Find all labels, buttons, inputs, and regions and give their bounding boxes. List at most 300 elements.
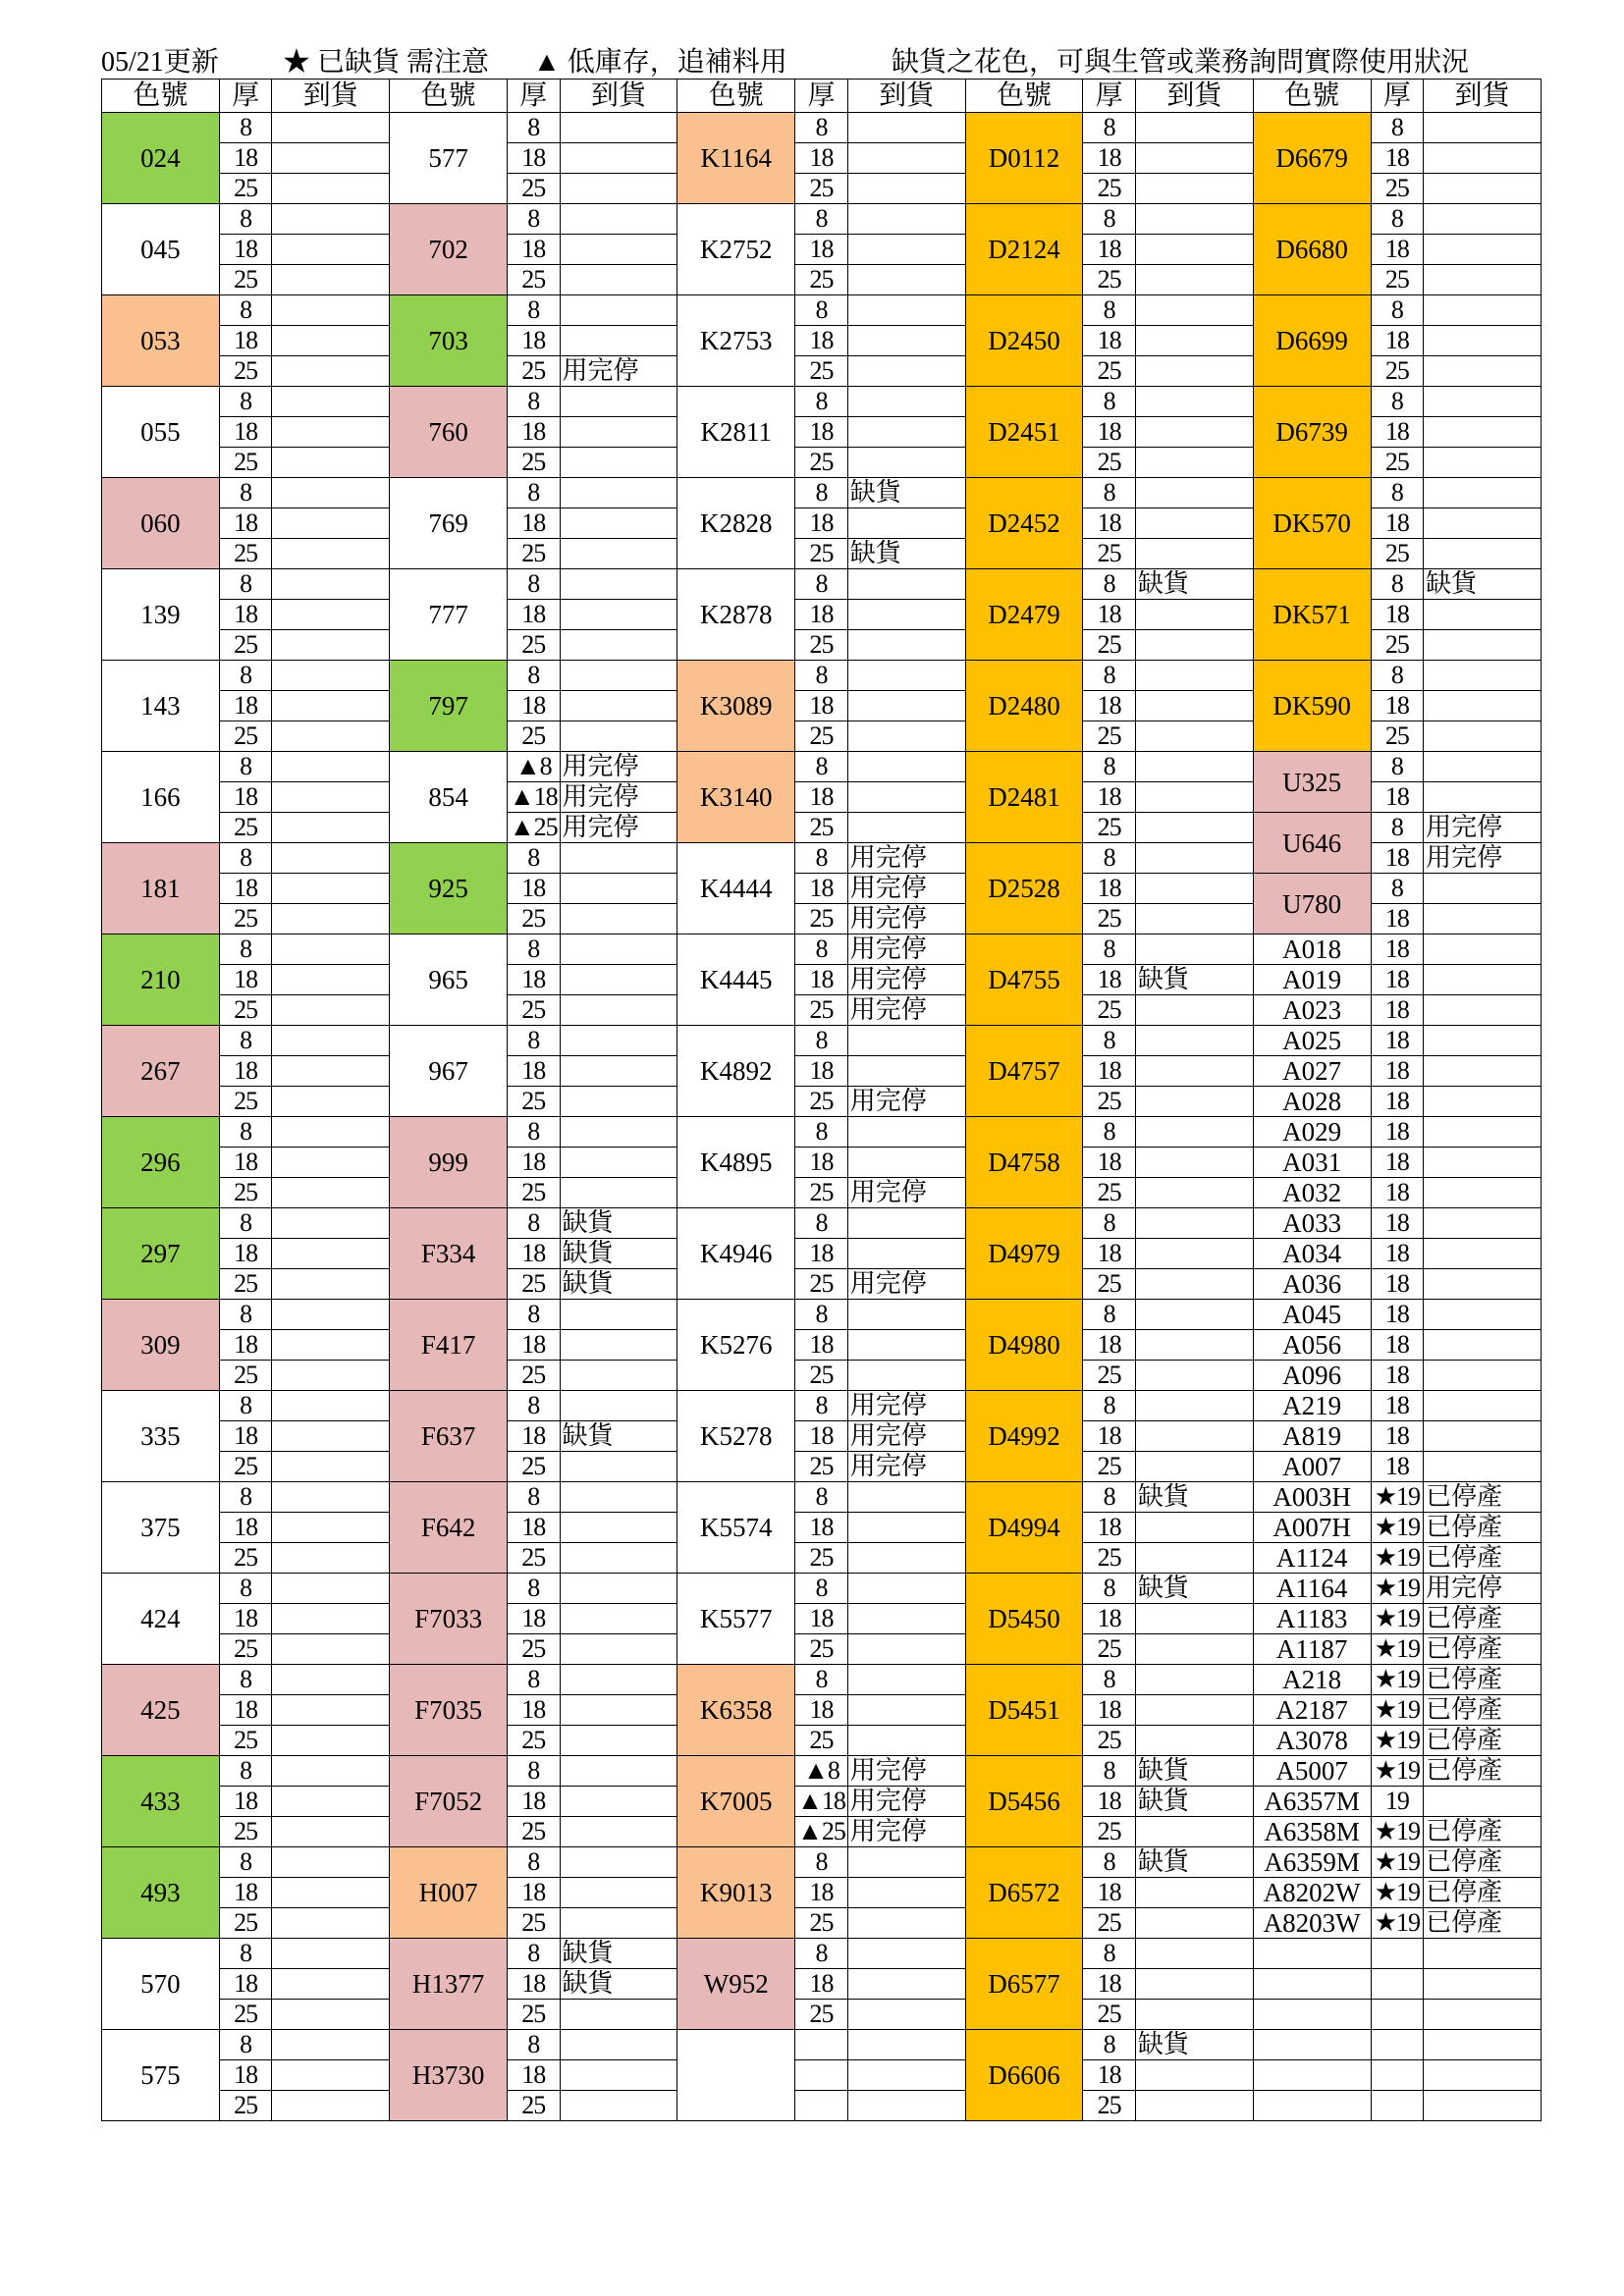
thickness-cell: 25 xyxy=(795,904,848,934)
table-row xyxy=(102,1787,1542,1817)
arrival-status-cell: 缺貨 xyxy=(560,1239,677,1269)
thickness-cell: 25 xyxy=(508,1269,561,1300)
color-code-cell: F7033 xyxy=(390,1574,508,1665)
thickness-cell: 18 xyxy=(1371,965,1424,995)
arrival-status-cell: 已停產 xyxy=(1424,1665,1542,1695)
color-code-cell: 967 xyxy=(390,1026,508,1117)
arrival-status-cell xyxy=(1424,539,1542,569)
arrival-status-cell: 用完停 xyxy=(847,874,965,904)
color-code-cell: K5574 xyxy=(677,1482,795,1574)
thickness-cell: 18 xyxy=(795,1969,848,2000)
arrival-status-cell xyxy=(1135,1665,1253,1695)
thickness-cell: 18 xyxy=(1083,1056,1136,1087)
thickness-cell: 18 xyxy=(1371,1056,1424,1087)
thickness-cell: 18 xyxy=(1371,1208,1424,1239)
thickness-cell: 18 xyxy=(508,143,561,174)
color-code-cell: D6739 xyxy=(1253,387,1371,478)
arrival-status-cell xyxy=(1424,752,1542,782)
arrival-status-cell xyxy=(1135,934,1253,965)
thickness-cell: 18 xyxy=(1371,1452,1424,1482)
arrival-status-cell: 已停產 xyxy=(1424,1482,1542,1513)
thickness-cell: 8 xyxy=(795,1939,848,1969)
arrival-status-cell: 用完停 xyxy=(847,1269,965,1300)
thickness-cell xyxy=(795,2060,848,2091)
color-code-cell: F7052 xyxy=(390,1756,508,1847)
thickness-cell: 8 xyxy=(508,1026,561,1056)
arrival-status-cell xyxy=(1135,1269,1253,1300)
arrival-status-cell xyxy=(1424,965,1542,995)
thickness-cell: 8 xyxy=(1083,204,1136,235)
thickness-cell: 18 xyxy=(1083,1695,1136,1726)
color-code-cell: K7005 xyxy=(677,1756,795,1847)
arrival-status-cell xyxy=(1135,995,1253,1026)
table-row xyxy=(102,1574,1542,1604)
arrival-status-cell xyxy=(1424,1239,1542,1269)
arrival-status-cell xyxy=(560,235,677,265)
thickness-cell: 18 xyxy=(795,1695,848,1726)
arrival-status-cell xyxy=(847,1908,965,1939)
color-code-cell: A028 xyxy=(1253,1087,1371,1117)
arrival-status-cell xyxy=(1135,539,1253,569)
thickness-cell: 18 xyxy=(795,1148,848,1178)
table-row xyxy=(102,1330,1542,1361)
arrival-status-cell xyxy=(272,1847,390,1878)
thickness-cell: 18 xyxy=(1371,1148,1424,1178)
thickness-cell: 25 xyxy=(219,1361,272,1391)
color-code-cell: D4979 xyxy=(965,1208,1083,1300)
arrival-status-cell xyxy=(560,1756,677,1787)
arrival-status-cell xyxy=(1135,204,1253,235)
thickness-cell: 18 xyxy=(1083,1330,1136,1361)
arrival-status-cell xyxy=(847,1939,965,1969)
thickness-cell: 8 xyxy=(1083,1300,1136,1330)
arrival-status-cell xyxy=(1424,1421,1542,1452)
thickness-cell: ★19 xyxy=(1371,1543,1424,1574)
thickness-cell xyxy=(1371,2060,1424,2091)
color-code-cell: 309 xyxy=(102,1300,220,1391)
thickness-cell: 25 xyxy=(795,1087,848,1117)
arrival-status-cell: 用完停 xyxy=(847,1421,965,1452)
thickness-cell: 18 xyxy=(508,1330,561,1361)
arrival-status-cell xyxy=(1135,904,1253,934)
inventory-table xyxy=(101,79,1542,2121)
arrival-status-cell xyxy=(272,691,390,721)
color-code-cell: 210 xyxy=(102,934,220,1026)
arrival-status-cell xyxy=(560,478,677,508)
thickness-cell: 8 xyxy=(1371,874,1424,904)
thickness-cell: 8 xyxy=(1371,661,1424,691)
arrival-status-cell xyxy=(560,1391,677,1421)
arrival-status-cell xyxy=(272,1391,390,1421)
color-code-cell xyxy=(1253,2030,1371,2060)
column-header-color-code: 色號 xyxy=(1253,80,1371,113)
thickness-cell: 25 xyxy=(219,721,272,752)
color-code-cell: D4757 xyxy=(965,1026,1083,1117)
arrival-status-cell xyxy=(272,1726,390,1756)
arrival-status-cell xyxy=(272,569,390,600)
arrival-status-cell xyxy=(272,1969,390,2000)
table-row xyxy=(102,1969,1542,2000)
color-code-cell: A8202W xyxy=(1253,1878,1371,1908)
color-code-cell: 335 xyxy=(102,1391,220,1482)
thickness-cell: 25 xyxy=(219,2000,272,2030)
thickness-cell: 8 xyxy=(795,387,848,417)
table-row xyxy=(102,1026,1542,1056)
color-code-cell: D4758 xyxy=(965,1117,1083,1208)
thickness-cell: 18 xyxy=(508,691,561,721)
arrival-status-cell xyxy=(1135,874,1253,904)
color-code-cell: D5451 xyxy=(965,1665,1083,1756)
arrival-status-cell: 用完停 xyxy=(847,934,965,965)
thickness-cell: 8 xyxy=(795,113,848,143)
arrival-status-cell xyxy=(272,630,390,661)
arrival-status-cell xyxy=(847,1604,965,1634)
color-code-cell: D6606 xyxy=(965,2030,1083,2121)
arrival-status-cell xyxy=(1135,356,1253,387)
thickness-cell: 25 xyxy=(508,356,561,387)
table-row xyxy=(102,1269,1542,1300)
arrival-status-cell xyxy=(1135,1178,1253,1208)
arrival-status-cell xyxy=(847,1117,965,1148)
table-row xyxy=(102,113,1542,143)
arrival-status-cell xyxy=(1424,417,1542,448)
arrival-status-cell xyxy=(560,1330,677,1361)
arrival-status-cell xyxy=(272,356,390,387)
thickness-cell: 25 xyxy=(508,265,561,295)
arrival-status-cell xyxy=(1424,1939,1542,1969)
arrival-status-cell xyxy=(272,1482,390,1513)
arrival-status-cell xyxy=(272,539,390,569)
thickness-cell: 18 xyxy=(795,965,848,995)
arrival-status-cell xyxy=(272,508,390,539)
arrival-status-cell xyxy=(272,417,390,448)
arrival-status-cell: 已停產 xyxy=(1424,1604,1542,1634)
color-code-cell: F334 xyxy=(390,1208,508,1300)
color-code-cell: H007 xyxy=(390,1847,508,1939)
thickness-cell: 8 xyxy=(1083,2030,1136,2060)
arrival-status-cell xyxy=(1135,265,1253,295)
table-row xyxy=(102,813,1542,843)
thickness-cell: 18 xyxy=(1083,1513,1136,1543)
thickness-cell: ▲18 xyxy=(795,1787,848,1817)
arrival-status-cell xyxy=(560,1574,677,1604)
thickness-cell: 25 xyxy=(1083,356,1136,387)
thickness-cell: 18 xyxy=(508,508,561,539)
thickness-cell: 18 xyxy=(219,326,272,356)
arrival-status-cell xyxy=(272,204,390,235)
arrival-status-cell: 用完停 xyxy=(847,965,965,995)
color-code-cell: D4755 xyxy=(965,934,1083,1026)
thickness-cell: 8 xyxy=(1371,204,1424,235)
arrival-status-cell xyxy=(272,1330,390,1361)
thickness-cell: 25 xyxy=(219,1817,272,1847)
thickness-cell: 18 xyxy=(219,1604,272,1634)
arrival-status-cell xyxy=(272,1361,390,1391)
arrival-status-cell xyxy=(1135,174,1253,204)
thickness-cell: 8 xyxy=(795,1391,848,1421)
thickness-cell: 18 xyxy=(1371,508,1424,539)
arrival-status-cell xyxy=(1135,1421,1253,1452)
thickness-cell: 25 xyxy=(508,904,561,934)
thickness-cell: 25 xyxy=(1083,1452,1136,1482)
arrival-status-cell: 用完停 xyxy=(560,813,677,843)
table-row xyxy=(102,1665,1542,1695)
thickness-cell: 18 xyxy=(1083,1148,1136,1178)
thickness-cell: ▲18 xyxy=(508,782,561,813)
color-code-cell: K3089 xyxy=(677,661,795,752)
color-code-cell: K2878 xyxy=(677,569,795,661)
arrival-status-cell xyxy=(1135,1056,1253,1087)
arrival-status-cell: 已停產 xyxy=(1424,1878,1542,1908)
arrival-status-cell xyxy=(1424,1117,1542,1148)
color-code-cell: A6359M xyxy=(1253,1847,1371,1878)
thickness-cell: 8 xyxy=(508,2030,561,2060)
arrival-status-cell xyxy=(1424,1787,1542,1817)
arrival-status-cell xyxy=(272,782,390,813)
thickness-cell: 8 xyxy=(1083,569,1136,600)
table-row xyxy=(102,1239,1542,1269)
thickness-cell: 8 xyxy=(508,1482,561,1513)
color-code-cell: A036 xyxy=(1253,1269,1371,1300)
thickness-cell: 8 xyxy=(508,1117,561,1148)
arrival-status-cell xyxy=(847,752,965,782)
thickness-cell xyxy=(1371,2000,1424,2030)
arrival-status-cell xyxy=(560,1817,677,1847)
arrival-status-cell xyxy=(560,387,677,417)
thickness-cell: 25 xyxy=(1371,539,1424,569)
arrival-status-cell xyxy=(560,721,677,752)
thickness-cell: 18 xyxy=(508,965,561,995)
table-row xyxy=(102,295,1542,326)
thickness-cell: 8 xyxy=(1371,478,1424,508)
color-code-cell: A1183 xyxy=(1253,1604,1371,1634)
thickness-cell: 8 xyxy=(1083,1665,1136,1695)
arrival-status-cell xyxy=(560,1695,677,1726)
arrival-status-cell: 已停產 xyxy=(1424,1817,1542,1847)
arrival-status-cell xyxy=(560,1634,677,1665)
arrival-status-cell xyxy=(1424,661,1542,691)
arrival-status-cell xyxy=(560,113,677,143)
thickness-cell: 18 xyxy=(795,1878,848,1908)
arrival-status-cell xyxy=(560,2091,677,2121)
color-code-cell: F637 xyxy=(390,1391,508,1482)
thickness-cell: 18 xyxy=(1083,508,1136,539)
thickness-cell: 8 xyxy=(1371,569,1424,600)
thickness-cell: 18 xyxy=(1083,2060,1136,2091)
thickness-cell: 18 xyxy=(795,143,848,174)
thickness-cell: 8 xyxy=(508,934,561,965)
arrival-status-cell: 用完停 xyxy=(847,1817,965,1847)
arrival-status-cell xyxy=(847,1056,965,1087)
thickness-cell: 18 xyxy=(1371,1300,1424,1330)
arrival-status-cell xyxy=(1135,1361,1253,1391)
color-code-cell: K5276 xyxy=(677,1300,795,1391)
arrival-status-cell xyxy=(272,1269,390,1300)
arrival-status-cell xyxy=(847,387,965,417)
table-row xyxy=(102,1452,1542,1482)
thickness-cell: ▲25 xyxy=(795,1817,848,1847)
arrival-status-cell xyxy=(272,387,390,417)
table-row xyxy=(102,569,1542,600)
thickness-cell: 18 xyxy=(508,2060,561,2091)
thickness-cell: 25 xyxy=(795,1452,848,1482)
arrival-status-cell xyxy=(847,1361,965,1391)
color-code-cell: D2480 xyxy=(965,661,1083,752)
arrival-status-cell xyxy=(272,295,390,326)
thickness-cell: 18 xyxy=(795,1056,848,1087)
thickness-cell: 25 xyxy=(1083,1634,1136,1665)
thickness-cell: ★19 xyxy=(1371,1756,1424,1787)
arrival-status-cell: 用完停 xyxy=(560,356,677,387)
table-row xyxy=(102,1756,1542,1787)
thickness-cell: 8 xyxy=(219,1026,272,1056)
table-row xyxy=(102,1056,1542,1087)
arrival-status-cell xyxy=(560,569,677,600)
thickness-cell: 8 xyxy=(508,1300,561,1330)
arrival-status-cell xyxy=(847,265,965,295)
thickness-cell: 25 xyxy=(508,1452,561,1482)
color-code-cell: D2479 xyxy=(965,569,1083,661)
arrival-status-cell xyxy=(272,448,390,478)
thickness-cell: 18 xyxy=(508,235,561,265)
thickness-cell: ★19 xyxy=(1371,1908,1424,1939)
thickness-cell: 25 xyxy=(795,721,848,752)
thickness-cell: 18 xyxy=(219,508,272,539)
thickness-cell: ★19 xyxy=(1371,1878,1424,1908)
color-code-cell: K9013 xyxy=(677,1847,795,1939)
thickness-cell: 25 xyxy=(508,1817,561,1847)
arrival-status-cell xyxy=(272,1817,390,1847)
arrival-status-cell: 用完停 xyxy=(1424,1574,1542,1604)
color-code-cell: W952 xyxy=(677,1939,795,2030)
thickness-cell: 18 xyxy=(508,1969,561,2000)
arrival-status-cell xyxy=(560,204,677,235)
arrival-status-cell xyxy=(847,2000,965,2030)
arrival-status-cell xyxy=(1424,1148,1542,1178)
thickness-cell xyxy=(1371,1969,1424,2000)
thickness-cell: 8 xyxy=(508,661,561,691)
arrival-status-cell xyxy=(1424,691,1542,721)
thickness-cell: 25 xyxy=(508,1726,561,1756)
arrival-status-cell: 缺貨 xyxy=(1135,1787,1253,1817)
thickness-cell: 18 xyxy=(508,1056,561,1087)
table-row xyxy=(102,1148,1542,1178)
table-row xyxy=(102,1939,1542,1969)
thickness-cell: 18 xyxy=(219,874,272,904)
color-code-cell: D4980 xyxy=(965,1300,1083,1391)
arrival-status-cell xyxy=(560,295,677,326)
color-code-cell: D4992 xyxy=(965,1391,1083,1482)
arrival-status-cell xyxy=(560,904,677,934)
color-code-cell: 375 xyxy=(102,1482,220,1574)
color-code-cell: D2451 xyxy=(965,387,1083,478)
column-header-color-code: 色號 xyxy=(102,80,220,113)
arrival-status-cell xyxy=(1135,1117,1253,1148)
arrival-status-cell xyxy=(272,1665,390,1695)
thickness-cell: 25 xyxy=(1371,265,1424,295)
thickness-cell: 25 xyxy=(508,721,561,752)
arrival-status-cell xyxy=(272,1939,390,1969)
color-code-cell: D6572 xyxy=(965,1847,1083,1939)
arrival-status-cell: 用完停 xyxy=(847,1178,965,1208)
color-code-cell xyxy=(677,2030,795,2121)
thickness-cell: 18 xyxy=(1083,235,1136,265)
thickness-cell: 18 xyxy=(795,1604,848,1634)
thickness-cell: 18 xyxy=(1371,1178,1424,1208)
arrival-status-cell xyxy=(1135,2000,1253,2030)
thickness-cell: 25 xyxy=(795,265,848,295)
color-code-cell: F417 xyxy=(390,1300,508,1391)
color-code-cell: A029 xyxy=(1253,1117,1371,1148)
thickness-cell: 18 xyxy=(1371,326,1424,356)
table-header xyxy=(102,80,1542,113)
update-date: 05/21更新 xyxy=(101,47,219,78)
arrival-status-cell xyxy=(847,1574,965,1604)
thickness-cell: 8 xyxy=(219,478,272,508)
table-row xyxy=(102,1817,1542,1847)
arrival-status-cell xyxy=(272,2091,390,2121)
arrival-status-cell xyxy=(1135,1604,1253,1634)
arrival-status-cell xyxy=(272,1634,390,1665)
thickness-cell: 8 xyxy=(508,843,561,874)
table-row xyxy=(102,1878,1542,1908)
thickness-cell: 18 xyxy=(1371,235,1424,265)
thickness-cell: ★19 xyxy=(1371,1482,1424,1513)
arrival-status-cell xyxy=(1424,721,1542,752)
table-row xyxy=(102,387,1542,417)
thickness-cell: 8 xyxy=(508,1208,561,1239)
arrival-status-cell: 已停產 xyxy=(1424,1908,1542,1939)
color-code-cell: 854 xyxy=(390,752,508,843)
color-code-cell: D0112 xyxy=(965,113,1083,204)
arrival-status-cell xyxy=(1424,1056,1542,1087)
color-code-cell: 053 xyxy=(102,295,220,387)
arrival-status-cell xyxy=(1424,1361,1542,1391)
arrival-status-cell xyxy=(560,691,677,721)
thickness-cell: 25 xyxy=(219,1726,272,1756)
arrival-status-cell xyxy=(1424,904,1542,934)
column-header-thickness: 厚 xyxy=(508,80,561,113)
color-code-cell: A007H xyxy=(1253,1513,1371,1543)
thickness-cell: 25 xyxy=(795,813,848,843)
thickness-cell: 25 xyxy=(1083,448,1136,478)
thickness-cell: 8 xyxy=(219,1208,272,1239)
arrival-status-cell xyxy=(560,326,677,356)
table-row xyxy=(102,1361,1542,1391)
arrival-status-cell xyxy=(272,1908,390,1939)
thickness-cell: 8 xyxy=(219,2030,272,2060)
arrival-status-cell xyxy=(847,569,965,600)
thickness-cell: 18 xyxy=(508,326,561,356)
color-code-cell: K4892 xyxy=(677,1026,795,1117)
arrival-status-cell xyxy=(272,1543,390,1574)
arrival-status-cell xyxy=(1135,1513,1253,1543)
thickness-cell: 25 xyxy=(795,630,848,661)
color-code-cell: K2811 xyxy=(677,387,795,478)
arrival-status-cell xyxy=(1424,1269,1542,1300)
color-code-cell: K4444 xyxy=(677,843,795,934)
table-row xyxy=(102,1513,1542,1543)
thickness-cell: 8 xyxy=(795,1300,848,1330)
arrival-status-cell xyxy=(272,1026,390,1056)
color-code-cell: A045 xyxy=(1253,1300,1371,1330)
color-code-cell: A032 xyxy=(1253,1178,1371,1208)
color-code-cell xyxy=(1253,2091,1371,2121)
arrival-status-cell xyxy=(1135,691,1253,721)
arrival-status-cell xyxy=(847,661,965,691)
arrival-status-cell xyxy=(560,1665,677,1695)
arrival-status-cell: 用完停 xyxy=(1424,843,1542,874)
